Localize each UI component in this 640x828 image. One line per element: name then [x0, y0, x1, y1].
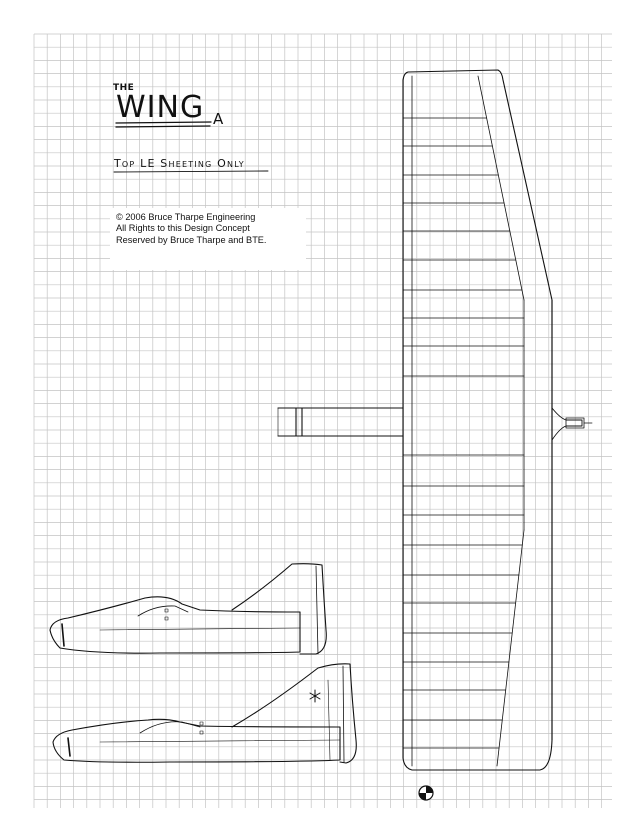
- asterisk-mark-icon: [310, 690, 320, 702]
- trailing-edge-sheeting-line: [497, 530, 524, 766]
- side-view-lower: [53, 664, 356, 763]
- copyright-notice: [110, 208, 306, 270]
- copyright-line-3: Reserved by Bruce Tharpe and BTE.: [116, 234, 267, 245]
- title-prefix: THE: [113, 83, 135, 93]
- title-suffix: A: [213, 110, 224, 128]
- subtitle-underline: [114, 171, 268, 172]
- side-view-upper-fuselage: [50, 597, 300, 653]
- wing-plan-view: [278, 70, 592, 800]
- copyright-line-2: All Rights to this Design Concept: [116, 223, 250, 234]
- center-spar: [278, 408, 403, 436]
- subtitle: Top LE Sheeting Only: [114, 157, 245, 170]
- side-view-lower-fin: [232, 664, 356, 763]
- cg-marker-icon: [419, 786, 433, 800]
- title-main: WING: [116, 90, 205, 125]
- copyright-line-1: © 2006 Bruce Tharpe Engineering: [116, 212, 256, 222]
- wing-nose-stub: [552, 408, 582, 440]
- side-view-upper-fin: [232, 564, 326, 654]
- side-view-upper: [50, 564, 326, 654]
- title-underline-2: [116, 126, 210, 127]
- leading-edge-sheeting-line: [478, 76, 524, 300]
